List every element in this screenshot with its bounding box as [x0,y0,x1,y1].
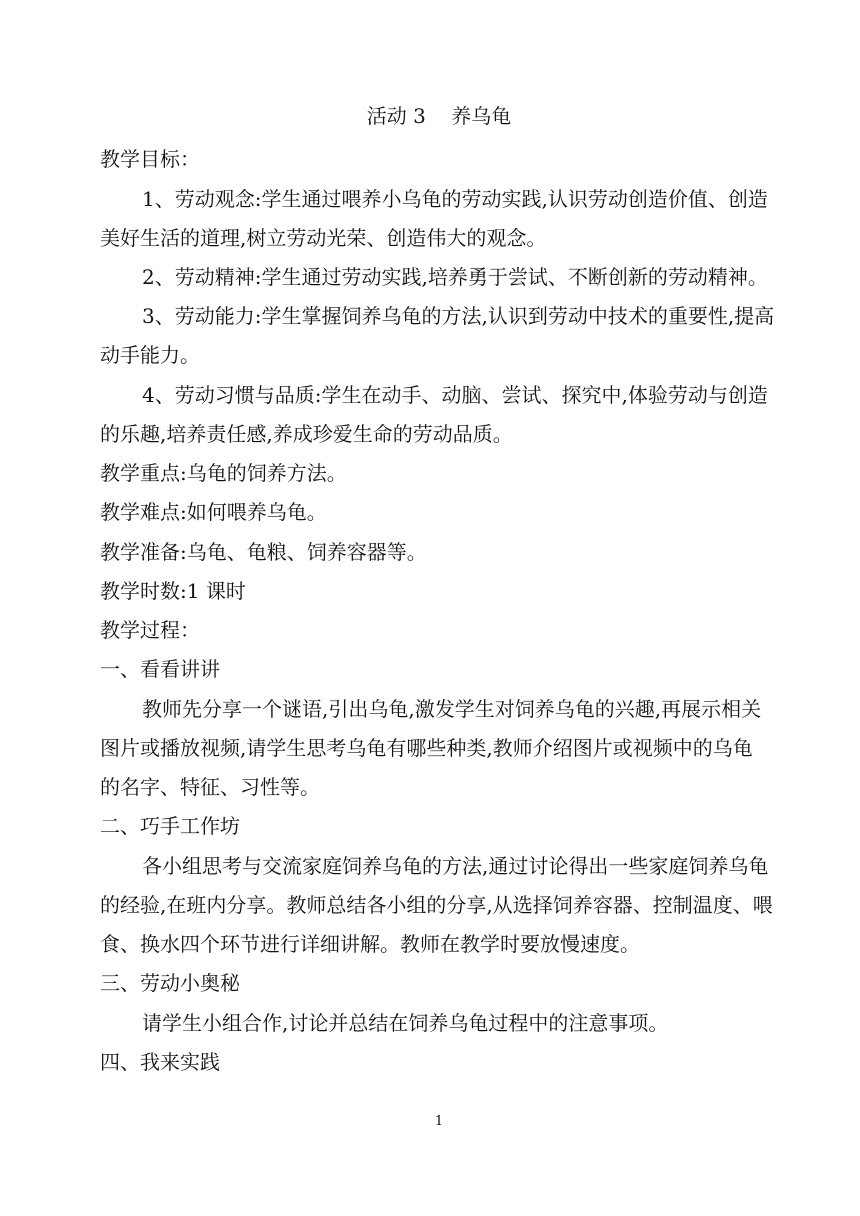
teaching-hours: 教学时数:1 课时 [100,579,246,603]
objective-1-line-2: 美好生活的道理,树立劳动光荣、创造伟大的观念。 [100,226,547,250]
section-4-heading: 四、我来实践 [100,1050,220,1074]
teaching-difficulty: 教学难点:如何喂养乌龟。 [100,500,327,524]
objective-4-line-1: 4、劳动习惯与品质:学生在动手、动脑、尝试、探究中,体验劳动与创造 [142,383,768,407]
section-2-paragraph-line-1: 各小组思考与交流家庭饲养乌龟的方法,通过讨论得出一些家庭饲养乌龟 [142,854,769,878]
objective-4-line-2: 的乐趣,培养责任感,养成珍爱生命的劳动品质。 [100,422,513,446]
teaching-process-heading: 教学过程： [100,618,200,642]
section-3-heading: 三、劳动小奥秘 [100,971,240,995]
section-2-paragraph-line-3: 食、换水四个环节进行详细讲解。教师在教学时要放慢速度。 [100,932,640,956]
teaching-preparation: 教学准备:乌龟、龟粮、饲养容器等。 [100,540,427,564]
section-1-paragraph-line-2: 图片或播放视频,请学生思考乌龟有哪些种类,教师介绍图片或视频中的乌龟 [100,736,753,760]
objective-1-line-1: 1、劳动观念:学生通过喂养小乌龟的劳动实践,认识劳动创造价值、创造 [142,187,768,211]
objective-3-line-1: 3、劳动能力:学生掌握饲养乌龟的方法,认识到劳动中技术的重要性,提高 [142,304,775,328]
section-2-paragraph-line-2: 的经验,在班内分享。教师总结各小组的分享,从选择饲养容器、控制温度、喂 [100,893,773,917]
section-1-heading: 一、看看讲讲 [100,657,220,681]
section-1-paragraph-line-3: 的名字、特征、习性等。 [100,775,320,799]
teaching-key-point: 教学重点:乌龟的饲养方法。 [100,461,347,485]
objective-3-line-2: 动手能力。 [100,343,200,367]
section-3-paragraph: 请学生小组合作,讨论并总结在饲养乌龟过程中的注意事项。 [142,1011,669,1035]
section-1-paragraph-line-1: 教师先分享一个谜语,引出乌龟,激发学生对饲养乌龟的兴趣,再展示相关 [142,697,762,721]
page-number: 1 [434,1114,444,1129]
teaching-objectives-heading: 教学目标： [100,147,200,171]
objective-2: 2、劳动精神:学生通过劳动实践,培养勇于尝试、不断创新的劳动精神。 [142,265,768,289]
section-2-heading: 二、巧手工作坊 [100,814,240,838]
activity-title: 活动 3 养乌龟 [366,104,512,128]
